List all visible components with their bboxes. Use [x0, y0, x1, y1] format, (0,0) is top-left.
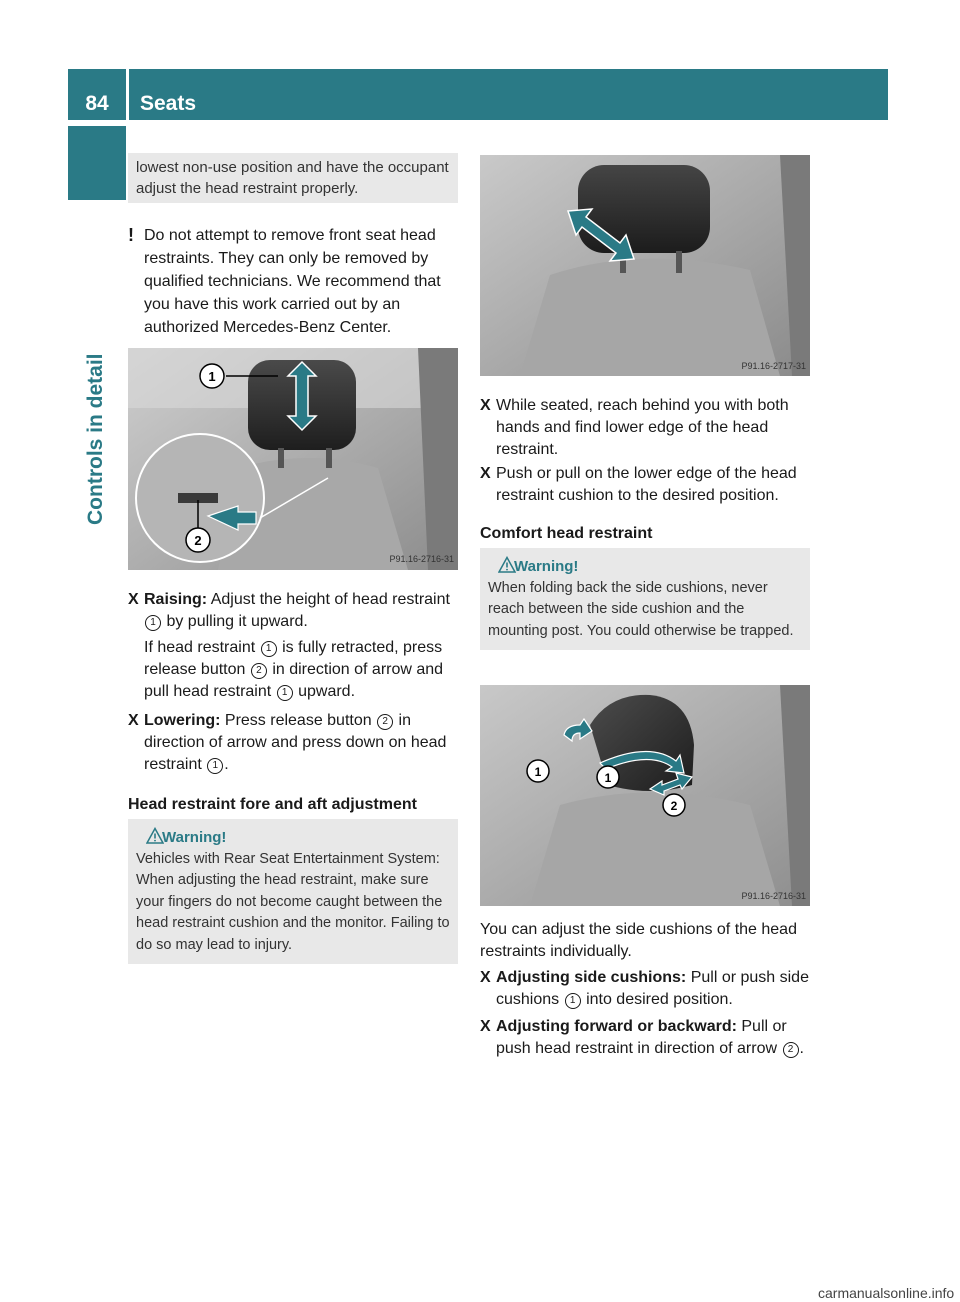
- raising-sub-c: in direction of arrow and pull head restraint: [144, 661, 444, 700]
- figure-1-code: P91.16-2716-31: [389, 554, 454, 564]
- heading-comfort: Comfort head restraint: [480, 525, 653, 542]
- callout-1-label: 1: [534, 765, 542, 779]
- warning-text: Vehicles with Rear Seat Entertainment System: When adjusting the head restraint, make sure your fingers do not become caught between the head restraint cushion and the monitor. Failing to do so may lead to injury.: [136, 850, 450, 953]
- callout-ref-1: 1: [207, 758, 223, 774]
- figure-fore-aft: [480, 155, 810, 376]
- callout-1-label: 1: [208, 369, 216, 384]
- side-cushions-text-b: into desired position.: [586, 991, 733, 1008]
- callout-2-label: 2: [670, 799, 678, 813]
- warning-title: Warning!: [162, 829, 227, 846]
- callout-ref-2: 2: [783, 1042, 799, 1058]
- step-raising: [128, 589, 460, 633]
- step-push-pull: [480, 463, 812, 507]
- step-marker: X: [480, 397, 491, 414]
- figure-3-illustration: [480, 685, 810, 906]
- warning-box-right: [480, 548, 810, 650]
- callout-2-label: 2: [194, 533, 202, 548]
- warning-box-left: [128, 819, 458, 964]
- figure-comfort-head-restraint: [480, 685, 810, 906]
- step-2-text: Push or pull on the lower edge of the head restraint cushion to the desired position.: [496, 465, 797, 504]
- lowering-text-a: Press release button: [224, 712, 372, 729]
- step-reach-behind: [480, 395, 812, 461]
- step-marker: X: [128, 591, 139, 608]
- lowering-label: Lowering:: [144, 712, 221, 729]
- forward-backward-label: Adjusting forward or backward:: [496, 1018, 737, 1035]
- step-marker: X: [480, 465, 491, 482]
- raising-label: Raising:: [144, 591, 208, 608]
- warning-triangle-icon: [146, 827, 164, 845]
- figure-2-illustration: [480, 155, 810, 376]
- side-cushions-label: Adjusting side cushions:: [496, 969, 687, 986]
- warning-triangle-icon: [498, 556, 516, 574]
- warning-title: Warning!: [514, 558, 579, 575]
- step-adjust-side-cushions: [480, 967, 812, 1011]
- step-marker: X: [128, 712, 139, 729]
- step-lowering: [128, 710, 460, 776]
- step-adjust-forward-backward: [480, 1016, 812, 1060]
- note-continuation: lowest non-use position and have the occupant adjust the head restraint properly.: [128, 153, 458, 203]
- callout-ref-1: 1: [261, 641, 277, 657]
- side-tab: [68, 126, 126, 200]
- warning-text: When folding back the side cushions, never reach between the side cushion and the mounting post. You could otherwise be trapped.: [488, 579, 794, 639]
- callout-ref-1: 1: [565, 993, 581, 1009]
- raising-sub-d: upward.: [298, 683, 356, 700]
- step-marker: X: [480, 1018, 491, 1035]
- callout-ref-1: 1: [277, 685, 293, 701]
- caution-text: Do not attempt to remove front seat head restraints. They can only be removed by qualified technicians. We recommend that you have this work carried out by an authorized Mercedes-Benz Center.: [144, 227, 441, 336]
- caution-mark: !: [128, 225, 134, 245]
- callout-1-label: 1: [604, 771, 612, 785]
- lowering-text-b: in direction of arrow and press down on head restraint: [144, 712, 447, 773]
- side-tab-label: Controls in detail: [84, 353, 107, 525]
- figure-head-restraint-height: [128, 348, 458, 570]
- side-cushions-text-a: Pull or push side cushions: [496, 969, 809, 1008]
- callout-ref-1: 1: [145, 615, 161, 631]
- raising-text: Adjust the height of head restraint: [210, 591, 450, 608]
- forward-backward-text-b: .: [799, 1040, 804, 1057]
- figure-3-code: P91.16-2716-31: [741, 891, 806, 901]
- section-title: Seats: [140, 92, 197, 115]
- raising-sub-b: is fully retracted, press release button: [144, 639, 443, 678]
- figure-1-illustration: [128, 348, 458, 570]
- header-divider: [126, 69, 129, 120]
- step-1-text: While seated, reach behind you with both hands and find lower edge of the head restraint.: [496, 397, 789, 458]
- callout-ref-2: 2: [251, 663, 267, 679]
- caution-paragraph: [128, 224, 460, 339]
- raising-sub-a: If head restraint: [144, 639, 256, 656]
- page-number: 84: [85, 92, 109, 115]
- raising-sub-paragraph: [144, 637, 460, 703]
- callout-ref-2: 2: [377, 714, 393, 730]
- watermark: carmanualsonline.info: [818, 1285, 955, 1301]
- forward-backward-text-a: Pull or push head restraint in direction of arrow: [496, 1018, 787, 1057]
- figure-2-code: P91.16-2717-31: [741, 361, 806, 371]
- para-side-cushions: You can adjust the side cushions of the head restraints individually.: [480, 921, 797, 960]
- lowering-text-c: .: [224, 756, 229, 773]
- raising-text-end: by pulling it upward.: [166, 613, 308, 630]
- step-marker: X: [480, 969, 491, 986]
- heading-fore-aft: Head restraint fore and aft adjustment: [128, 796, 417, 813]
